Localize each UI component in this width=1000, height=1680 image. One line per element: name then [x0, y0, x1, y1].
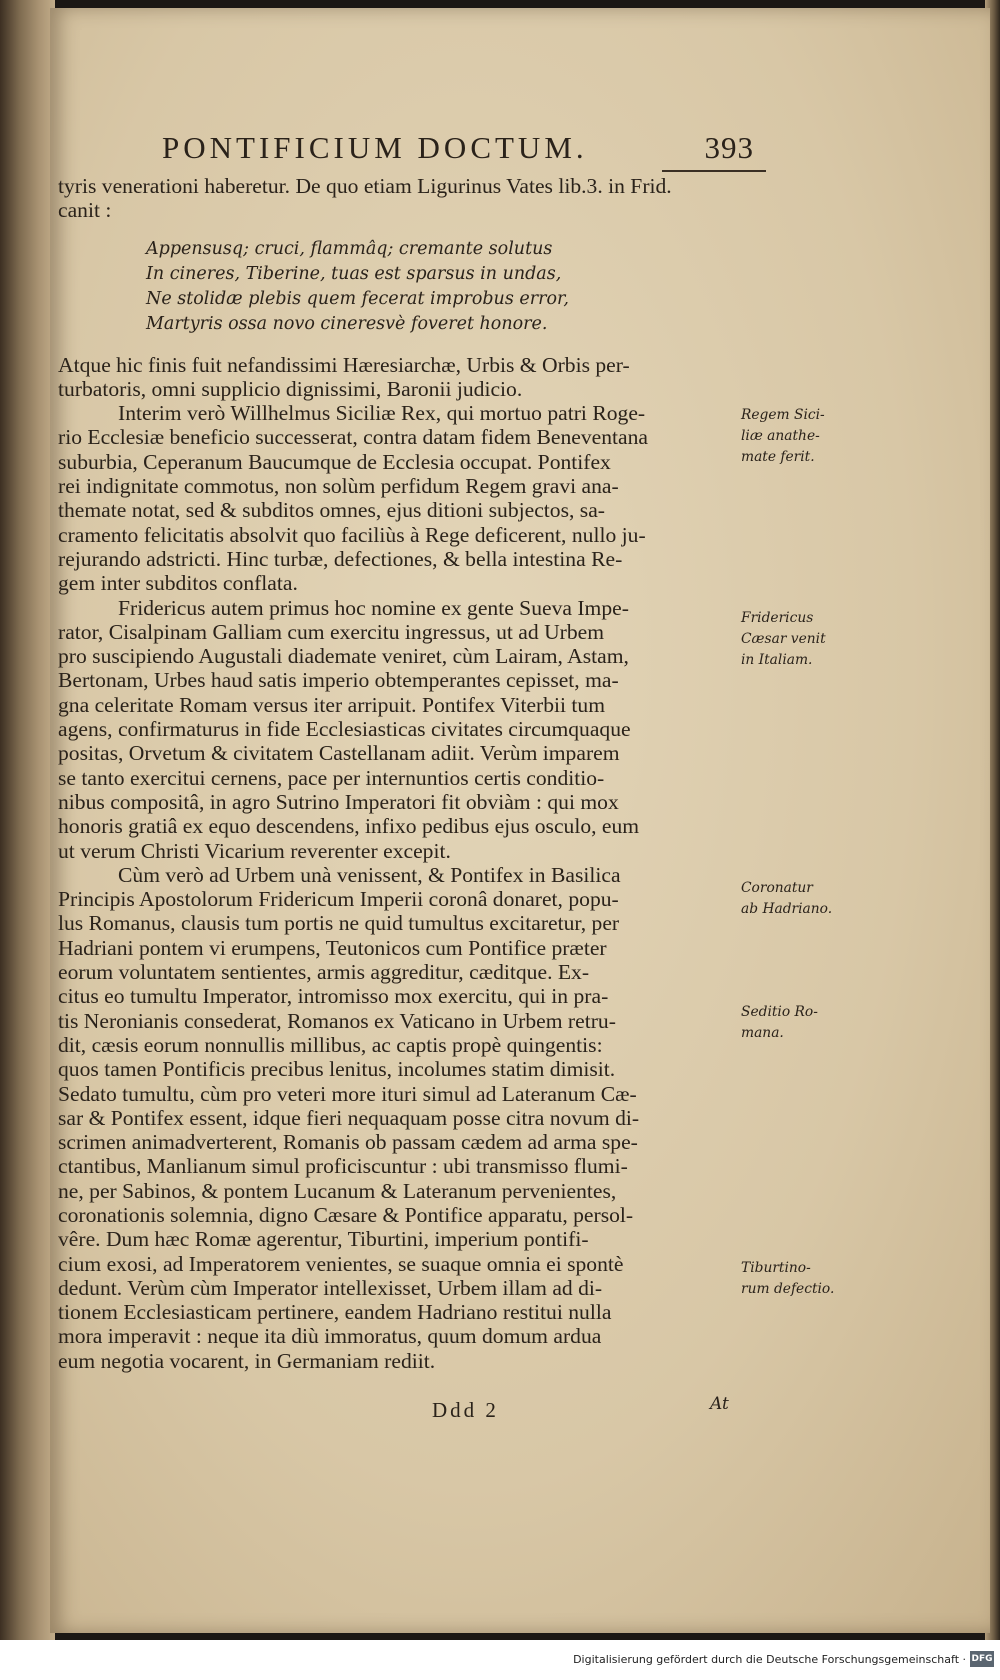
margin-note-seditio — [741, 1002, 851, 1044]
text-line: cramento felicitatis absolvit quo faciliùs à Rege deficerent, nullo ju- — [58, 522, 646, 547]
text-line: coronationis solemnia, digno Cæsare & Pontifice apparatu, persol- — [58, 1202, 634, 1227]
verse-quotation — [58, 237, 748, 337]
text-line: lus Romanus, clausis tum portis ne quid tumultus excitaretur, per — [58, 911, 620, 936]
text-line: eum negotia vocarent, in Germaniam rediit. — [58, 1348, 436, 1373]
margin-note-tiburtinorum — [741, 1258, 851, 1300]
margin-note-coronatur — [741, 878, 851, 920]
text-line: dedunt. Verùm cùm Imperator intellexisset, Urbem illam ad di- — [58, 1275, 603, 1300]
text-line: rio Ecclesiæ beneficio successerat, contra datam fidem Beneventana — [58, 425, 648, 450]
text-line: pro suscipiendo Augustali diademate veniret, cùm Lairam, Astam, — [58, 644, 629, 669]
paragraph — [58, 401, 748, 595]
text-line: ne, per Sabinos, & pontem Lucanum & Lateranum pervenientes, — [58, 1178, 617, 1203]
running-head-title: PONTIFICIUM DOCTUM. — [162, 130, 588, 165]
paragraph — [58, 596, 748, 863]
margin-note-line: in Italiam. — [741, 652, 813, 668]
book-spine — [0, 0, 55, 1640]
text-line: Sedato tumultu, cùm pro veteri more ituri simul ad Lateranum Cæ- — [58, 1081, 637, 1106]
digitization-footer — [0, 1640, 1000, 1680]
text-line: citus eo tumultu Imperator, intromisso mox exercitu, qui in pra- — [58, 984, 609, 1009]
text-line: agens, confirmaturus in fide Ecclesiasticas civitates circumquaque — [58, 717, 631, 742]
text-line: Bertonam, Urbes haud satis imperio obtemperantes cepisset, ma- — [58, 668, 619, 693]
main-text-column — [58, 174, 748, 1373]
text-line: turbatoris, omni supplicio dignissimi, Baronii judicio. — [58, 376, 523, 401]
text-line: scrimen animadverterent, Romanis ob passam cædem ad arma spe- — [58, 1130, 638, 1155]
page-number: 393 — [704, 130, 754, 165]
text-line: mora imperavit : neque ita diù immoratus, quum domum ardua — [58, 1324, 602, 1349]
paragraph — [58, 863, 748, 1373]
text-line: eorum voluntatem sentientes, armis aggreditur, cæditque. Ex- — [58, 960, 590, 985]
funding-credit: Digitalisierung gefördert durch die Deutsche Forschungsgemeinschaft · — [573, 1653, 966, 1666]
margin-note-line: mana. — [741, 1025, 784, 1041]
verse-line: Martyris ossa novo cineresvè foveret honore. — [146, 313, 548, 334]
margin-note-line: Fridericus — [741, 610, 814, 626]
text-line: Atque hic finis fuit nefandissimi Hæresiarchæ, Urbis & Orbis per- — [58, 352, 630, 377]
header-rule — [662, 170, 766, 172]
text-line: positas, Orvetum & civitatem Castellanam adiit. Verùm imparem — [58, 741, 620, 766]
verse-line: Ne stolidæ plebis quem fecerat improbus error, — [146, 288, 569, 309]
text-line: Fridericus autem primus hoc nomine ex gente Sueva Impe- — [118, 595, 629, 620]
text-line: dit, cæsis eorum nonnullis millibus, ac captis propè quingentis: — [58, 1032, 603, 1057]
dfg-logo-icon: DFG — [970, 1651, 994, 1667]
margin-note-line: ab Hadriano. — [741, 901, 833, 917]
text-line: rejurando adstricti. Hinc turbæ, defectiones, & bella intestina Re- — [58, 546, 623, 571]
text-line: tis Neronianis consederat, Romanos ex Vaticano in Urbem retru- — [58, 1008, 616, 1033]
text-line: gem inter subditos conflata. — [58, 571, 298, 596]
margin-note-line: Regem Sici- — [741, 407, 825, 423]
verse-line: Appensusq; cruci, flammâq; cremante solutus — [146, 238, 553, 259]
margin-note-line: Tiburtino- — [741, 1260, 811, 1276]
text-line: canit : — [58, 198, 112, 223]
text-line: quos tamen Pontificis precibus lenitus, incolumes statim dimisit. — [58, 1057, 616, 1082]
margin-note-line: Seditio Ro- — [741, 1004, 818, 1020]
text-line: gna celeritate Romam versus iter arripuit. Pontifex Viterbii tum — [58, 692, 606, 717]
margin-note-line: mate ferit. — [741, 449, 815, 465]
margin-note-line: liæ anathe- — [741, 428, 820, 444]
text-line: vêre. Dum hæc Romæ agerentur, Tiburtini, imperium pontifi- — [58, 1227, 589, 1252]
text-line: Hadriani pontem vi erumpens, Teutonicos cum Pontifice præter — [58, 935, 607, 960]
margin-note-line: Cæsar venit — [741, 631, 826, 647]
catchword: At — [710, 1394, 729, 1414]
text-line: cium exosi, ad Imperatorem venientes, se suaque omnia ei spontè — [58, 1251, 624, 1276]
verse-line: In cineres, Tiberine, tuas est sparsus in undas, — [146, 263, 562, 284]
margin-note-line: Coronatur — [741, 880, 813, 896]
text-line: tionem Ecclesiasticam pertinere, eandem Hadriano restitui nulla — [58, 1300, 612, 1325]
signature-mark: Ddd 2 — [432, 1398, 499, 1422]
text-line: ctantibus, Manlianum simul proficiscuntur : ubi transmisso flumi- — [58, 1154, 628, 1179]
text-line: themate notat, sed & subditos omnes, ejus ditioni subjectos, sa- — [58, 498, 605, 523]
paragraph — [58, 353, 748, 402]
text-line: se tanto exercitui cernens, pace per internuntios certis conditio- — [58, 765, 605, 790]
text-line: ut verum Christi Vicarium reverenter excepit. — [58, 838, 451, 863]
margin-note-line: rum defectio. — [741, 1281, 835, 1297]
text-line: tyris venerationi haberetur. De quo etiam Ligurinus Vates lib.3. in Frid. — [58, 174, 672, 198]
text-line: nibus compositâ, in agro Sutrino Imperatori fit obviàm : qui mox — [58, 789, 619, 814]
running-head — [118, 124, 758, 168]
text-line: Principis Apostolorum Fridericum Imperii coronâ donaret, popu- — [58, 887, 619, 912]
margin-note-regem — [741, 405, 851, 468]
margin-note-fridericus — [741, 608, 851, 671]
text-line: Interim verò Willhelmus Siciliæ Rex, qui mortuo patri Roge- — [118, 401, 646, 426]
text-line: rei indignitate commotus, non solùm perfidum Regem gravi ana- — [58, 474, 619, 499]
text-line: honoris gratiâ ex equo descendens, infixo pedibus ejus osculo, eum — [58, 814, 640, 839]
text-line: suburbia, Ceperanum Baucumque de Ecclesia occupat. Pontifex — [58, 449, 611, 474]
text-line: sar & Pontifex essent, idque fieri nequaquam posse citra novum di- — [58, 1105, 640, 1130]
text-line: Cùm verò ad Urbem unà venissent, & Pontifex in Basilica — [118, 862, 621, 887]
text-line: rator, Cisalpinam Galliam cum exercitu ingressus, ut ad Urbem — [58, 619, 605, 644]
